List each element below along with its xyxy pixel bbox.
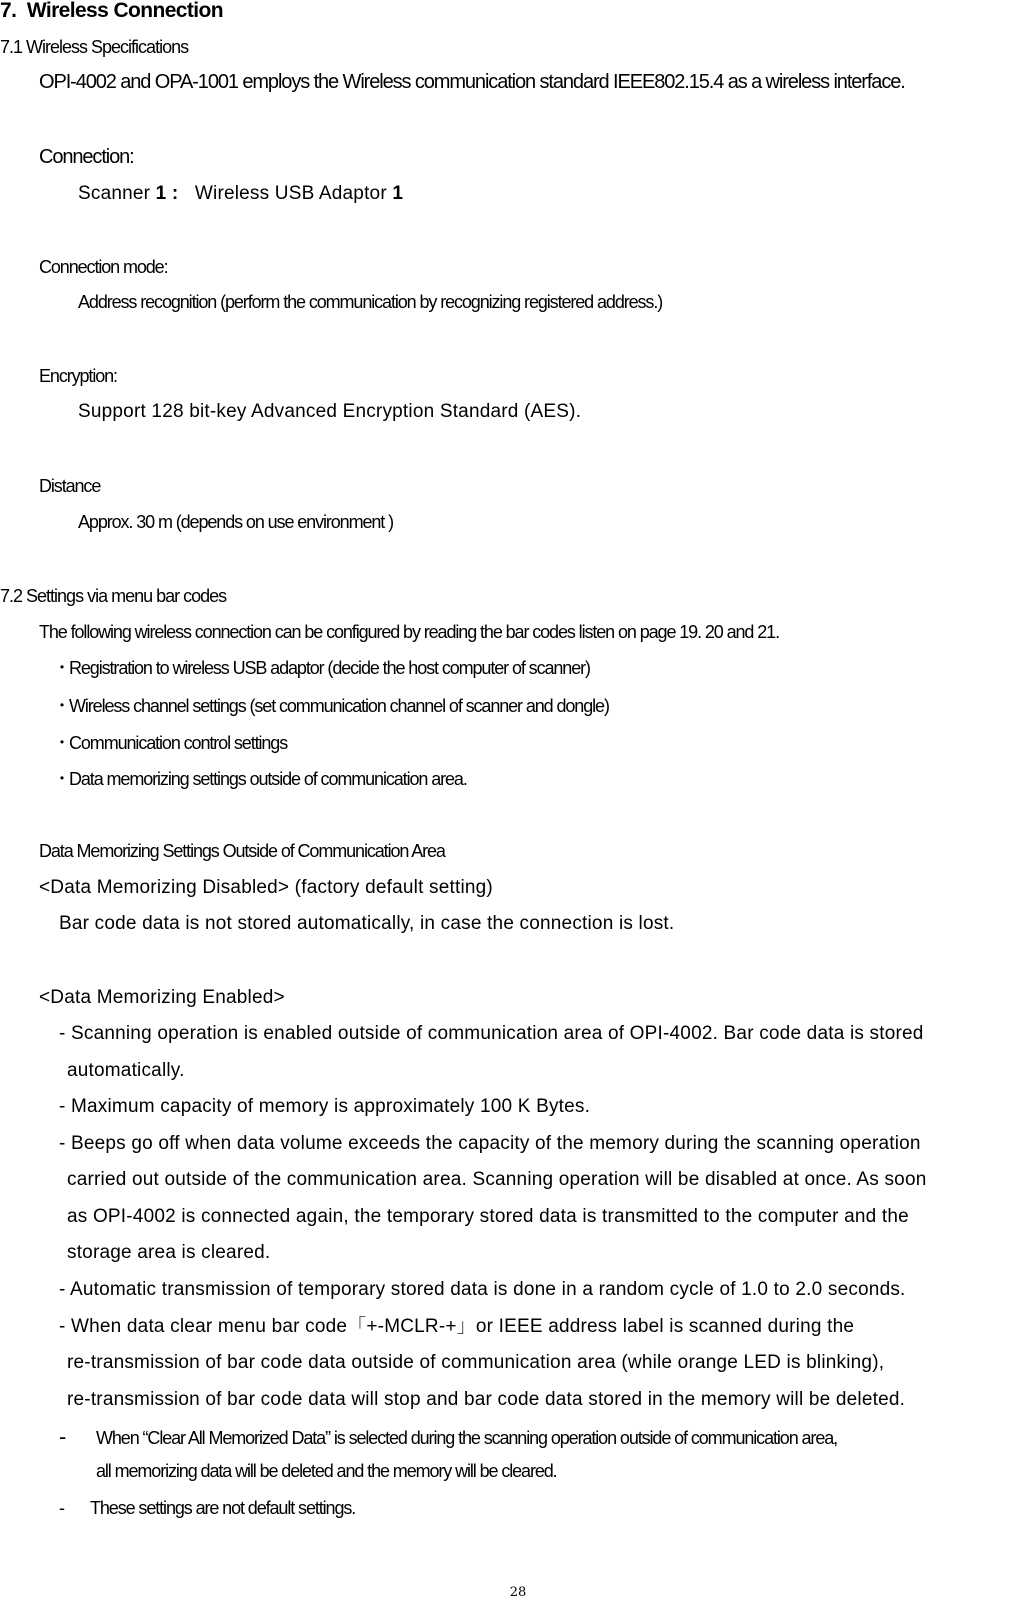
connection-adaptor-count: 1 [392,183,404,204]
enabled-line: - Beeps go off when data volume exceeds the capacity of the memory during the scanning operation [59,1133,921,1154]
wireless-intro: OPI-4002 and OPA-1001 employs the Wireless communication standard IEEE802.15.4 as a wireless interface. [39,71,905,93]
connection-mode-value: Address recognition (perform the communication by recognizing registered address.) [78,292,663,312]
list-item: ・Communication control settings [53,733,288,754]
bullet: ・ [53,696,70,717]
enabled-label: <Data Memorizing Enabled> [39,987,285,1008]
enabled-line: carried out outside of the communication area. Scanning operation will be disabled at once. As soon [67,1169,927,1190]
connection-scanner: Scanner [78,183,151,204]
connection-scanner-count: 1 [155,183,167,204]
note-clear-memorized-cont: all memorizing data will be deleted and the memory will be cleared. [96,1461,557,1481]
enabled-line: storage area is cleared. [67,1242,271,1263]
distance-value: Approx. 30 m (depends on use environment ) [78,512,394,532]
dash: - [59,1498,64,1518]
enabled-line: re-transmission of bar code data will stop and bar code data stored in the memory will be deleted. [67,1389,906,1410]
disabled-text: Bar code data is not stored automatically, in case the connection is lost. [59,913,675,934]
list-item: ・Wireless channel settings (set communication channel of scanner and dongle) [53,696,609,717]
dash: - [59,1424,66,1449]
connection-adaptor: Wireless USB Adaptor [194,183,387,204]
subsection-title-7-2: 7.2 Settings via menu bar codes [0,586,227,606]
connection-separator: : [171,183,179,204]
enabled-line: as OPI-4002 is connected again, the temporary stored data is transmitted to the computer and the [67,1206,909,1227]
list-item: ・Registration to wireless USB adaptor (decide the host computer of scanner) [53,658,590,679]
page-number: 28 [509,1585,527,1600]
list-item: ・Data memorizing settings outside of communication area. [53,769,467,790]
note-not-default: - These settings are not default settings. [59,1498,356,1518]
enabled-line: automatically. [67,1060,185,1081]
enabled-line: - When data clear menu bar code「+-MCLR-+」or IEEE address label is scanned during the [59,1316,855,1337]
enabled-line: - Scanning operation is enabled outside of communication area of OPI-4002. Bar code data is stored [59,1023,924,1044]
enabled-line: re-transmission of bar code data outside of communication area (while orange LED is blinking), [67,1352,885,1373]
section-heading [0,0,223,21]
connection-label: Connection: [39,146,134,168]
section-title: Wireless Connection [26,0,223,22]
settings-intro: The following wireless connection can be configured by reading the bar codes listen on page 19. 20 and 21. [39,622,779,642]
enabled-line: - Automatic transmission of temporary stored data is done in a random cycle of 1.0 to 2.0 seconds. [59,1279,906,1300]
connection-mode-label: Connection mode: [39,257,168,277]
section-number: 7. [0,0,17,22]
encryption-value: Support 128 bit-key Advanced Encryption Standard (AES). [78,401,582,422]
note-clear-memorized: - When “Clear All Memorized Data” is selected during the scanning operation outside of communication area, [59,1424,838,1449]
data-memorizing-title: Data Memorizing Settings Outside of Communication Area [39,841,445,861]
disabled-label: <Data Memorizing Disabled> (factory default setting) [39,877,493,898]
connection-value [78,184,403,203]
bullet: ・ [53,769,70,790]
enabled-line: - Maximum capacity of memory is approximately 100 K Bytes. [59,1096,591,1117]
distance-label: Distance [39,476,101,496]
bullet: ・ [53,733,70,754]
encryption-label: Encryption: [39,366,117,386]
bullet: ・ [53,658,70,679]
subsection-title-7-1: 7.1 Wireless Specifications [0,37,189,57]
